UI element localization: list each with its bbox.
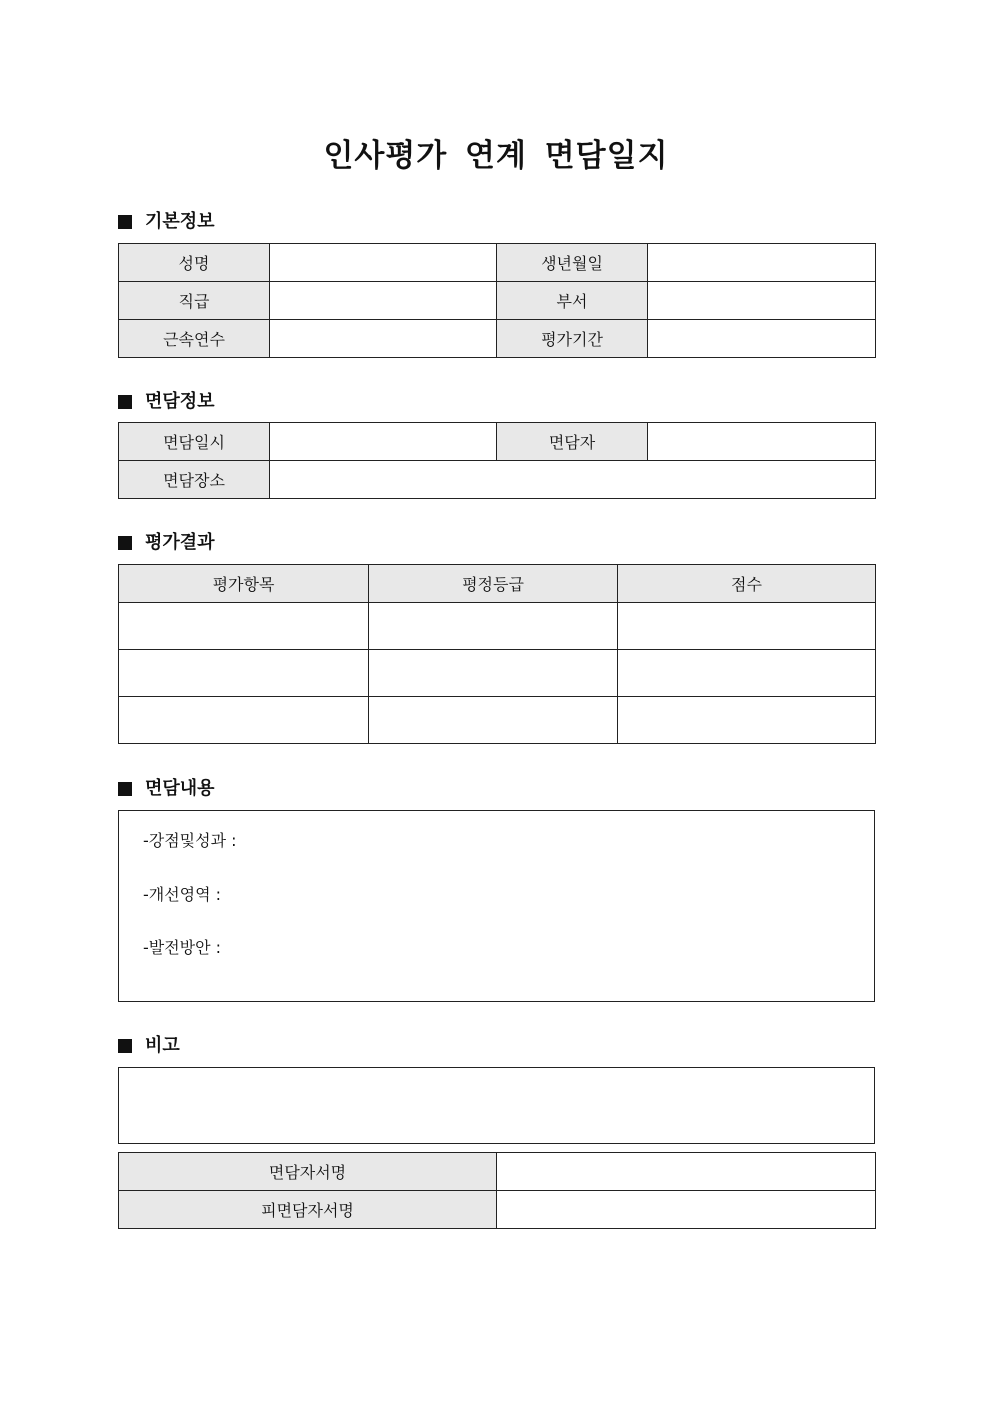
label-years-of-service: 근속연수: [119, 320, 270, 358]
cell-grade[interactable]: [369, 603, 618, 650]
column-header-grade: 평정등급: [369, 565, 618, 603]
section-heading-interview: [118, 389, 215, 415]
label-interviewer: 면담자: [497, 423, 648, 461]
label-interview-datetime: 면담일시: [119, 423, 270, 461]
interview-info-table: [118, 422, 876, 499]
section-heading-remarks: [118, 1033, 180, 1059]
label-department: 부서: [497, 282, 648, 320]
section-heading-basic: [118, 209, 215, 235]
field-years-of-service[interactable]: [270, 320, 497, 358]
label-interview-place: 면담장소: [119, 461, 270, 499]
content-line-strengths: -강점및성과 :: [143, 831, 237, 850]
label-interviewer-signature: 면담자서명: [119, 1153, 497, 1191]
label-rank: 직급: [119, 282, 270, 320]
square-bullet-icon: [118, 782, 132, 796]
label-birthdate: 생년월일: [497, 244, 648, 282]
field-department[interactable]: [648, 282, 876, 320]
section-title: 비고: [145, 1035, 180, 1056]
field-name[interactable]: [270, 244, 497, 282]
cell-item[interactable]: [119, 603, 369, 650]
section-title: 면담내용: [145, 778, 215, 799]
column-header-score: 점수: [618, 565, 876, 603]
section-heading-content: [118, 776, 215, 802]
cell-grade[interactable]: [369, 650, 618, 697]
section-heading-result: [118, 530, 215, 556]
cell-score[interactable]: [618, 650, 876, 697]
table-row: [119, 603, 876, 650]
interview-content-box[interactable]: [118, 810, 875, 1002]
field-interviewer-signature[interactable]: [497, 1153, 876, 1191]
cell-grade[interactable]: [369, 697, 618, 744]
square-bullet-icon: [118, 395, 132, 409]
column-header-item: 평가항목: [119, 565, 369, 603]
cell-score[interactable]: [618, 697, 876, 744]
content-line-improvement: -개선영역 :: [143, 885, 222, 904]
cell-score[interactable]: [618, 603, 876, 650]
table-row: [119, 697, 876, 744]
remarks-box[interactable]: [118, 1067, 875, 1144]
field-interview-datetime[interactable]: [270, 423, 497, 461]
field-rank[interactable]: [270, 282, 497, 320]
cell-item[interactable]: [119, 650, 369, 697]
field-interview-place[interactable]: [270, 461, 876, 499]
square-bullet-icon: [118, 536, 132, 550]
square-bullet-icon: [118, 215, 132, 229]
table-row: [119, 650, 876, 697]
label-interviewee-signature: 피면담자서명: [119, 1191, 497, 1229]
basic-info-table: [118, 243, 876, 358]
square-bullet-icon: [118, 1039, 132, 1053]
section-title: 평가결과: [145, 532, 215, 553]
field-birthdate[interactable]: [648, 244, 876, 282]
content-line-development: -발전방안 :: [143, 938, 222, 957]
field-interviewer[interactable]: [648, 423, 876, 461]
signature-table: [118, 1152, 876, 1229]
field-interviewee-signature[interactable]: [497, 1191, 876, 1229]
cell-item[interactable]: [119, 697, 369, 744]
section-title: 면담정보: [145, 391, 215, 412]
label-evaluation-period: 평가기간: [497, 320, 648, 358]
label-name: 성명: [119, 244, 270, 282]
page-title: 인사평가 연계 면담일지: [323, 138, 669, 174]
evaluation-result-table: [118, 564, 876, 744]
field-evaluation-period[interactable]: [648, 320, 876, 358]
section-title: 기본정보: [145, 211, 215, 232]
